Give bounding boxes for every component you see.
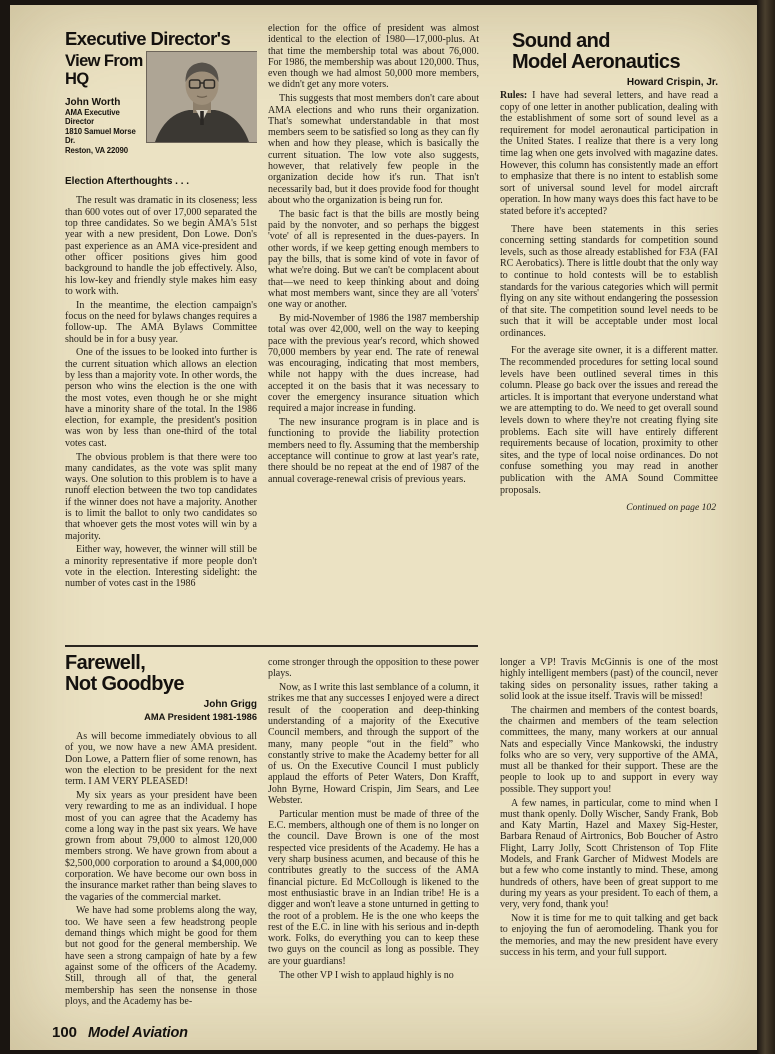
paragraph: The chairmen and members of the contest boards, the chairmen and members of the team selection committees, the many, many workers at our annual Nats and especially Vince Mankowski, the industry folks who are so very, very supportive of the AMA, must all be thanked for their support. These are the people to look up to and support in every way possible. They support you! bbox=[500, 704, 718, 795]
exec-article-column-1 bbox=[65, 29, 257, 592]
paragraph: Now it is time for me to quit talking and get back to enjoying the fun of aeromodeling. Thank you for the memories, and may the new president have every success in his term, and your full support. bbox=[500, 913, 718, 958]
paragraph: There have been statements in this series concerning setting standards for competition sound levels, such as those already established for F3A (FAI RC Aerobatics). There is little doubt that the only way to continue to hold contests will be to establish standards for the various categories which will permit flying on any site without endangering the possession of that site. The competition sound level needs to be such that it will be acceptable under most local ordinances. bbox=[500, 223, 718, 339]
paragraph: The other VP I wish to applaud highly is no bbox=[279, 969, 454, 981]
exec-author-address-line1: 1810 Samuel Morse Dr. bbox=[65, 126, 136, 146]
exec-author-address-line2: Reston, VA 22090 bbox=[65, 145, 128, 155]
sound-article-column bbox=[500, 31, 718, 513]
paragraph: longer a VP! Travis McGinnis is one of the most highly intelligent members (past) of the council, never taking sides on personality issues, rather taking a solid look at the issue itself. Travis will be missed! bbox=[500, 657, 718, 702]
paragraph-text: I have had several letters, and have read a copy of one letter in another publication, dealing with the establishment of some sort of sound level as a requirement for model aeronautical participation in the United States. I realize that there is a very long time lag when one gets involved with magazine dates. However, this column has consistently made an effort to emphasize that there is no intent to establish some sort of universal sound level for model aircraft operation. In how many ways does this fact have to be stated before it's accepted? bbox=[500, 90, 718, 217]
farewell-article-column-2 bbox=[268, 657, 479, 983]
exec-article-title-line2: View From bbox=[65, 51, 143, 70]
sound-article-title-line2: Model Aeronautics bbox=[512, 51, 680, 73]
page-number: 100 bbox=[52, 1024, 78, 1041]
paragraph: Either way, however, the winner will still be a minority representative if more people don't vote in the election. Interesting sidelight: the number of votes cast in the 1986 bbox=[65, 544, 257, 590]
section-heading-election-afterthoughts: Election Afterthoughts . . . bbox=[65, 176, 190, 188]
exec-article-title-line3: HQ bbox=[65, 69, 89, 88]
paragraph: The result was dramatic in its closeness; less than 600 votes out of over 17,000 separated the top three candidates. So we begin AMA's 51st year with a new president, Don Lowe. Don's past experience as an AMA vice-president and other officer positions gives him good background to handle the job effectively. Also, his low-key and friendly style makes him easy to work with. bbox=[65, 195, 257, 297]
sound-article-byline: Howard Crispin, Jr. bbox=[626, 77, 718, 88]
paragraph: One of the issues to be looked into further is the current situation which allows an election by less than a majority vote. In other words, the person who wins the election is the one with the most votes, even though he or she might have a minority share of the total. In the 1986 election, for example, the president's position was won by less than one-third of the total votes cast. bbox=[65, 347, 257, 449]
exec-article-title-line1: Executive Director's bbox=[65, 29, 231, 49]
sound-article-title-line1: Sound and bbox=[512, 31, 610, 52]
exec-title-row bbox=[65, 52, 257, 156]
paragraph: election for the office of president was almost identical to the election of 1980—17,000-plus. At that time the membership total was about 76,000. For 1986, the membership was about 120,000. Thus, even though we had almost 50,000 more members, we didn't get any more voters. bbox=[268, 23, 479, 91]
portrait-illustration bbox=[147, 52, 257, 142]
paragraph: A few names, in particular, come to mind when I must thank openly. Dolly Wischer, Sandy Frank, Bob and Katy Martin, Hazel and Maxey Sig-Hester, Barbara Renaud of Airtronics, Bob Boucher of Astro Flight, Larry Jolly, Scott Christenson of Top Flite Models, and Frank Garcher of Midwest Models are but a few who come instantly to mind. These, among hundreds of others, have been of great support to me during my years as your president. To each of them, a very, very fond, thank you! bbox=[500, 797, 718, 911]
magazine-title: Model Aviation bbox=[88, 1025, 188, 1041]
paragraph: Particular mention must be made of three of the E.C. members, although one of them is no longer on the council. Dave Brown is one of the most respected vice presidents of the Academy. He has a very sharp business acumen, and because of this he contributes greatly to the success of the AMA financial picture. Ed McCollough is likened to the most enthusiastic brave in an Indian tribe! He is a digger and won't leave a stone unturned in getting to the root of a problem. He is the one who keeps the rest of the E.C. in line with his serious and in-depth work. Folks, do everything you can to keep these two guys on the council as long as possible. They are your guardians! bbox=[268, 808, 479, 967]
exec-author-name: John Worth bbox=[65, 96, 121, 108]
rules-run-in-label: Rules: bbox=[500, 90, 528, 101]
paragraph: The basic fact is that the bills are mostly being paid by the nonvoter, and so perhaps the biggest 'vote' of all is represented in the dues-payers. In other words, if we keep getting enough members to pay the bills, that is some kind of vote in favor of what we're doing. But we can't be complacent about that—we need to keep thinking about and doing what most members want, since they are all 'voters' one way or another. bbox=[268, 208, 479, 311]
paragraph: For the average site owner, it is a different matter. The recommended procedures for setting local sound levels have been outlined several times in this column. Please go back over the issues and reread the articles. It is important that everyone understand what we are attempting to do. We need to get overall sound levels down to where they're not creating flying site problems. Each site will have entirely different requirements because of location, proximity to other sites, and the type of local noise ordinances. Do not confuse something you may read in another publication with the AMA Sound Committee proposals. bbox=[500, 345, 718, 496]
paragraph: My six years as your president have been very rewarding to me as an individual. I hope most of you can agree that the Academy has come a long way in the past six years. We have grown from about 79,000 to almost 120,000 members strong. We have grown from about a $2,500,000 corporation to around a $4,000,000 corporation. We have become our own boss in the insurance market rather than being slaves to the vagaries of the commercial market. bbox=[65, 789, 257, 903]
paragraph: This suggests that most members don't care about AMA elections and who runs their organization. That's somewhat understandable in that most members seem to be satisfied so long as they can fly when and how they please, which is basically the current situation. The low vote also suggests, however, that relatively few people in the organization decide how it's run. That isn't necessarily bad, but it does provide food for thought about who the organization is being run for. bbox=[268, 93, 479, 206]
paragraph bbox=[500, 90, 718, 218]
magazine-page bbox=[10, 5, 757, 1050]
paragraph: By mid-November of 1986 the 1987 membership total was over 42,000, well on the way to keeping pace with the previous year's record, which showed 70,000 members by year end. The rate of renewal was encouraging, indicating that most members, while not happy with the dues increase, had accepted it on the basis that it was necessary to cover the emergency insurance situation which required a major increase in funding. bbox=[268, 312, 479, 415]
exec-title-left bbox=[65, 52, 143, 156]
paragraph: come stronger through the opposition to these power plays. bbox=[268, 657, 479, 680]
paragraph: The obvious problem is that there were too many candidates, as the vote was split many ways. One solution to this problem is to have a runoff election between the two top candidates if the winner does not have a majority. Another is to limit the ballot to only two candidates so that whoever gets the most votes will win by a majority. bbox=[65, 451, 257, 542]
john-worth-portrait-photo bbox=[147, 52, 257, 142]
exec-article-column-2 bbox=[268, 23, 479, 487]
page-footer bbox=[52, 1024, 188, 1041]
section-divider-rule bbox=[65, 645, 478, 647]
continued-on-page-note: Continued on page 102 bbox=[626, 502, 716, 514]
paragraph: Now, as I write this last semblance of a column, it strikes me that any successes I enjoyed were a direct result of the cooperation and deep-thinking understanding of a majority of the Executive Council members, and through the support of the many, many people “out in the field” who constantly strive to make the Academy better for all of us. On the Executive Council I must publicly applaud the efforts of Peter Waters, Don Krafft, John Byrne, Howard Crispin, Jim Sears, and Lee Webster. bbox=[268, 682, 479, 807]
farewell-article-title-line2: Not Goodbye bbox=[65, 673, 184, 695]
farewell-article-byline-sub: AMA President 1981-1986 bbox=[144, 712, 257, 722]
page-edge-shadow bbox=[757, 0, 775, 1054]
exec-author-title: AMA Executive Director bbox=[65, 107, 120, 127]
paragraph: The new insurance program is in place and is functioning to provide the liability protection members need to fly. Assuming that the membership acceptance will continue to grow at last year's rate, there should be no repeat at the end of 1987 of the annual coverage-renewal crisis of previous years. bbox=[268, 417, 479, 485]
farewell-article-byline: John Grigg bbox=[203, 699, 257, 710]
farewell-article-column-1 bbox=[65, 653, 257, 1010]
farewell-article-column-3 bbox=[500, 657, 718, 961]
paragraph: We have had some problems along the way, too. We have seen a few headstrong people demand things which might be good for them but not good for the general membership. We have seen a strong campaign of hate by a few against some of the officers of the Academy. Still, through all of that, the general membership has seen the nonsense in those ploys, and the Academy has be- bbox=[65, 905, 257, 1007]
paragraph: In the meantime, the election campaign's focus on the need for bylaws changes requires a follow-up. The AMA Bylaws Committee should be in for a busy year. bbox=[65, 299, 257, 345]
farewell-article-title-line1: Farewell, bbox=[65, 653, 146, 674]
paragraph: As will become immediately obvious to all of you, we now have a new AMA president. Don Lowe, a Pattern flier of some renown, has won the election to be president for the next term. I AM VERY PLEASED! bbox=[65, 731, 257, 788]
